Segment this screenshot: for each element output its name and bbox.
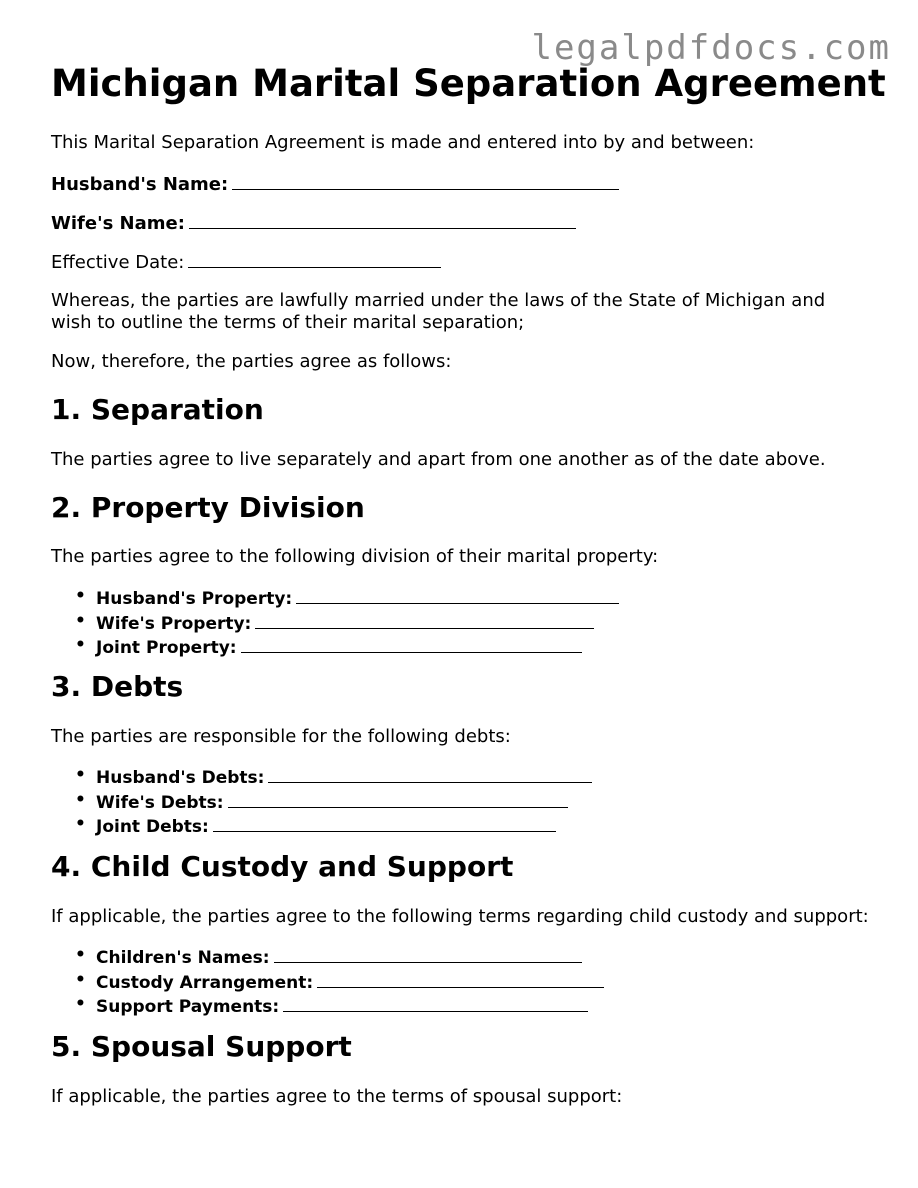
list-item: • Custody Arrangement:	[96, 970, 604, 995]
wife-debts-blank[interactable]	[228, 790, 568, 808]
wife-property-blank[interactable]	[255, 611, 594, 629]
section-debts-heading: 3. Debts	[51, 670, 184, 703]
list-item: • Husband's Debts:	[96, 765, 592, 790]
intro-text: This Marital Separation Agreement is made and entered into by and between:	[51, 132, 755, 153]
effective-date-blank[interactable]	[188, 250, 441, 268]
section-debts-text: The parties are responsible for the following debts:	[51, 726, 511, 747]
husband-name-blank[interactable]	[232, 172, 619, 190]
wife-name-field	[51, 211, 576, 235]
list-item: • Husband's Property:	[96, 586, 619, 611]
husband-debts-blank[interactable]	[268, 765, 592, 783]
whereas-line-1: Whereas, the parties are lawfully married under the laws of the State of Michigan and	[51, 290, 826, 311]
effective-date-field	[51, 250, 441, 274]
section-custody-heading: 4. Child Custody and Support	[51, 850, 514, 883]
list-item: • Joint Property:	[96, 635, 619, 660]
effective-date-label: Effective Date:	[51, 252, 185, 273]
list-item: • Joint Debts:	[96, 814, 592, 839]
husband-property-blank[interactable]	[296, 586, 619, 604]
section-spousal-text: If applicable, the parties agree to the terms of spousal support:	[51, 1086, 623, 1107]
section-property-heading: 2. Property Division	[51, 491, 365, 524]
section-spousal-heading: 5. Spousal Support	[51, 1030, 352, 1063]
watermark: legalpdfdocs.com	[531, 28, 891, 68]
property-list	[51, 586, 619, 660]
debts-list	[51, 765, 592, 839]
custody-list	[51, 945, 604, 1019]
document-title: Michigan Marital Separation Agreement	[51, 62, 886, 105]
wife-name-label: Wife's Name:	[51, 213, 185, 234]
joint-property-blank[interactable]	[241, 635, 582, 653]
section-separation-heading: 1. Separation	[51, 393, 264, 426]
children-names-blank[interactable]	[274, 945, 582, 963]
husband-name-field	[51, 172, 619, 196]
joint-debts-blank[interactable]	[213, 814, 556, 832]
husband-name-label: Husband's Name:	[51, 174, 229, 195]
section-custody-text: If applicable, the parties agree to the following terms regarding child custody and support:	[51, 906, 869, 927]
support-payments-blank[interactable]	[283, 994, 588, 1012]
list-item: • Wife's Property:	[96, 611, 619, 636]
wife-name-blank[interactable]	[189, 211, 576, 229]
list-item: • Children's Names:	[96, 945, 604, 970]
therefore-text: Now, therefore, the parties agree as follows:	[51, 351, 452, 372]
list-item: • Support Payments:	[96, 994, 604, 1019]
custody-arrangement-blank[interactable]	[317, 970, 604, 988]
section-property-text: The parties agree to the following division of their marital property:	[51, 546, 659, 567]
whereas-line-2: wish to outline the terms of their marital separation;	[51, 312, 525, 333]
section-separation-text: The parties agree to live separately and apart from one another as of the date above.	[51, 449, 826, 470]
list-item: • Wife's Debts:	[96, 790, 592, 815]
